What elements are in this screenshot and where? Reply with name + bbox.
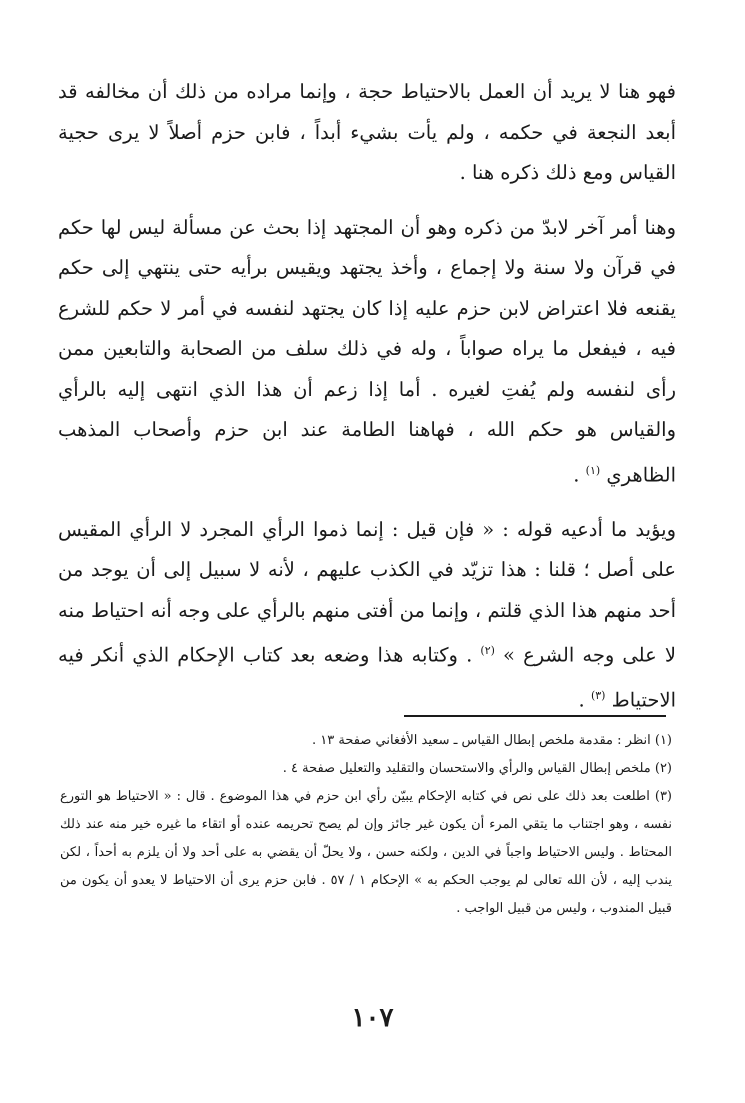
footnotes <box>60 727 672 923</box>
paragraph-3-tail: . وكتابه هذا وضعه بعد كتاب الإحكام الذي أنكر فيه الاحتياط <box>58 643 676 712</box>
footnote-1: (١) انظر : مقدمة ملخص إبطال القياس ـ سعيد الأفغاني صفحة ١٣ . <box>312 733 672 748</box>
paragraph-1-text: فهو هنا لا يريد أن العمل بالاحتياط حجة ، وإنما مراده من ذلك أن مخالفه قد أبعد النجعة في حكمه ، ولم يأت بشيء أبداً ، فابن حزم أصلاً لا يرى حجية القياس ومع ذلك ذكره هنا . <box>58 80 676 184</box>
main-text <box>58 72 676 735</box>
paragraph-2: وهنا أمر آخر لابدّ من ذكره وهو أن المجتهد إذا بحث عن مسألة ليس لها حكم في قرآن ولا سنة ولا إجماع ، وأخذ يجتهد ويقيس برأيه حتى ينتهي إلى حكم يقنعه فلا اعتراض لابن حزم عليه إذا كان يجتهد لنفسه في أمر لا حكم للشرع فيه ، فيفعل ما يراه صواباً ، وله في ذلك سلف من الصحابة والتابعين ممن رأى لنفسه ولم يُفتِ لغيره . أما إذا زعم أن هذا الذي انتهى إليه بالرأي والقياس هو حكم الله ، فهاهنا الطامة عند ابن حزم وأصحاب المذهب الظاهري $^{(١)}$ . <box>58 215 676 486</box>
paragraph-1 <box>58 72 676 194</box>
footnote-2: (٢) ملخص إبطال القياس والرأي والاستحسان والتقليد والتعليل صفحة ٤ . <box>282 761 672 776</box>
footnote-separator <box>404 715 666 717</box>
footnote-3: (٣) اطلعت بعد ذلك على نص في كتابه الإحكام يبيّن رأي ابن حزم في هذا الموضوع . قال : « الاحتياط هو التورع نفسه ، وهو اجتناب ما يتقي المرء أن يكون غير جائز وإن لم يصح تحريمه عنده أو اتقاء ما غيره خير منه عند ذلك المحتاط . وليس الاحتياط واجباً في الدين ، ولكنه حسن ، ولا يحلّ أن يقضي به على أحد ولا أن يلزم به أحداً ، لكن يندب إليه ، لأن الله تعالى لم يوجب الحكم به » الإحكام ١ / ٥٧ . فابن حزم يرى أن الاحتياط لا يعدو أن يكون من قبيل المندوب ، وليس من قبيل الواجب . <box>60 789 672 916</box>
paragraph-2-text: وهنا أمر آخر لابدّ من ذكره وهو أن المجتهد إذا بحث عن مسألة ليس لها حكم في قرآن ولا سنة ولا إجماع ، وأخذ يجتهد ويقيس برأيه حتى ينتهي إلى حكم يقنعه فلا اعتراض لابن حزم عليه إذا كان يجتهد لنفسه في أمر لا حكم للشرع فيه ، فيفعل ما يراه صواباً ، وله في ذلك سلف من الصحابة والتابعين ممن رأى لنفسه ولم يُفتِ لغيره . أما إذا زعم أن هذا الذي انتهى إليه بالرأي والقياس هو حكم الله ، فهاهنا الطامة عند ابن حزم وأصحاب المذهب الظاهري <box>58 215 676 486</box>
paragraph-3: ويؤيد ما أدعيه قوله : « فإن قيل : إنما ذموا الرأي المجرد لا الرأي المقيس على أصل ؛ قلنا : هذا تزيّد في الكذب عليهم ، لأنه لا سبيل إلى أن يوجد من أحد منهم هذا الذي قلتم ، وإنما من أفتى منهم بالرأي على وجه أنه احتياط منه لا على وجه الشرع » $^{(٢)}$ . وكتابه هذا وضعه بعد كتاب الإحكام الذي أنكر فيه الاحتياط $^{(٣)}$ . <box>58 517 676 712</box>
paragraph-3-text: ويؤيد ما أدعيه قوله : « فإن قيل : إنما ذموا الرأي المجرد لا الرأي المقيس على أصل ؛ قلنا : هذا تزيّد في الكذب عليهم ، لأنه لا سبيل إلى أن يوجد من أحد منهم هذا الذي قلتم ، وإنما من أفتى منهم بالرأي على وجه أنه احتياط منه لا على وجه الشرع » <box>58 517 676 667</box>
footnote-ref-3: (٣) <box>590 689 606 702</box>
page-number: ١٠٧ <box>351 1003 394 1033</box>
footnote-ref-2: (٢) <box>480 644 495 657</box>
footnote-ref-1: (١) <box>585 463 601 477</box>
